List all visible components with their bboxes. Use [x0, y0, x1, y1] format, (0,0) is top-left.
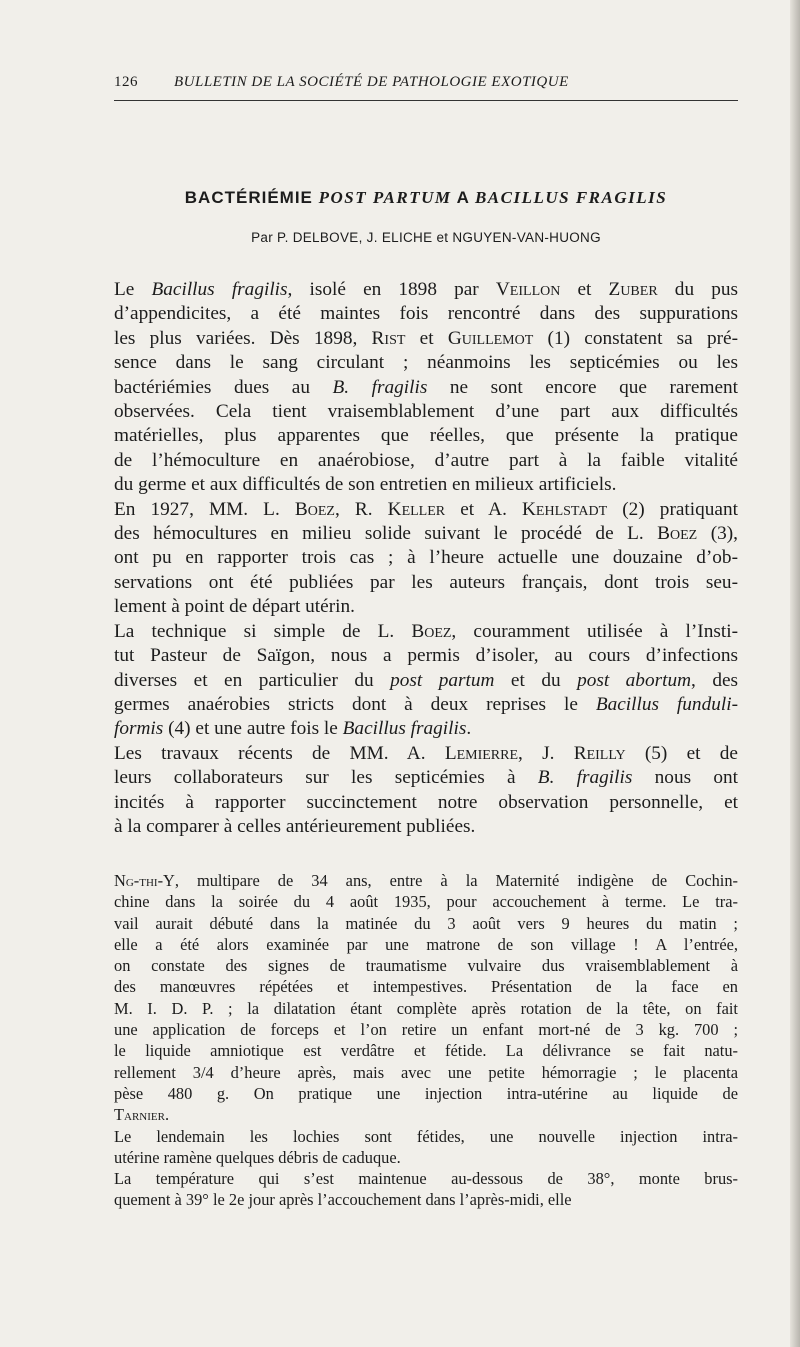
- italic-term: Bacillus fragilis: [151, 279, 288, 300]
- text-run: incités à rapporter succinctement notre observation personnelle, et: [114, 791, 738, 813]
- text-line: [114, 376, 738, 400]
- text-run: (4) et une autre fois le: [163, 718, 343, 740]
- text-line: [114, 278, 738, 302]
- text-line: [114, 870, 738, 891]
- text-run: chine dans la soirée du 4 août 1935, pour accouchement à terme. Le tra-: [114, 892, 738, 912]
- author-name: Veillon: [495, 279, 561, 300]
- text-run: , des: [691, 669, 739, 691]
- text-run: Le lendemain les lochies sont fétides, une nouvelle injection intra-: [114, 1126, 738, 1146]
- page-edge-shadow: [790, 0, 800, 1347]
- italic-term: B. fragilis: [537, 767, 633, 789]
- text-run: et du: [494, 669, 578, 691]
- journal-title: BULLETIN DE LA SOCIÉTÉ DE PATHOLOGIE EXOTIQUE: [174, 74, 569, 90]
- text-run: germes anaérobies stricts dont à deux reprises le: [114, 693, 596, 715]
- text-run: du pus: [657, 279, 739, 300]
- text-run: et: [405, 327, 448, 349]
- text-line: [114, 976, 738, 997]
- italic-term: post abortum: [577, 669, 692, 691]
- text-run: les plus variées. Dès 1898,: [114, 327, 372, 349]
- text-run: , couramment utilisée à l’Insti-: [451, 620, 738, 642]
- text-run: Le: [114, 279, 152, 300]
- text-run: on constate des signes de traumatisme vulvaire dus vraisemblablement à: [114, 956, 738, 976]
- text-line: [114, 998, 738, 1019]
- text-run: et A.: [445, 498, 522, 520]
- text-run: Les travaux récents de MM. A.: [114, 742, 445, 764]
- author-name: Boez: [657, 523, 698, 545]
- italic-term: Bacillus funduli-: [595, 693, 738, 715]
- italic-term: post partum: [390, 669, 495, 691]
- text-line: [114, 955, 738, 976]
- text-line: [114, 1104, 738, 1125]
- text-line: [114, 1168, 738, 1189]
- text-run: lement à point de départ utérin.: [114, 596, 355, 618]
- text-line: [114, 913, 738, 934]
- italic-term: B. fragilis: [332, 376, 428, 398]
- text-line: [114, 400, 738, 424]
- title-middle: A: [456, 188, 470, 207]
- text-run: servations ont été publiées par les auteurs français, dont trois seu-: [114, 571, 738, 593]
- title-italic-post-partum: POST PARTUM: [318, 188, 452, 207]
- text-line: [114, 717, 738, 741]
- text-run: des manœuvres répétées et intempestives. Présentation de la face en: [114, 977, 738, 997]
- text-line: [114, 1126, 738, 1147]
- text-run: d’appendicites, a été maintes fois rencontré dans des suppurations: [114, 303, 738, 325]
- text-run: vail aurait débuté dans la matinée du 3 août vers 9 heures du matin ;: [114, 913, 738, 933]
- title-prefix: BACTÉRIÉMIE: [184, 188, 313, 207]
- italic-term: Bacillus fragilis: [342, 718, 467, 740]
- author-name: Boez: [294, 498, 335, 520]
- text-run: elle a été alors examinée par une matrone de son village ! A l’entrée,: [114, 934, 738, 954]
- text-run: utérine ramène quelques débris de caduque.: [114, 1147, 401, 1167]
- text-run: à la comparer à celles antérieurement publiées.: [114, 815, 476, 837]
- author-name: Guillemot: [447, 327, 534, 349]
- text-line: [114, 1083, 738, 1104]
- text-run: bactériémies dues au: [114, 376, 333, 398]
- text-run: M. I. D. P. ; la dilatation étant complète après rotation de la tête, on fait: [114, 998, 738, 1018]
- text-run: tut Pasteur de Saïgon, nous a permis d’isoler, au cours d’infections: [114, 645, 738, 667]
- page-number: 126: [114, 74, 138, 90]
- text-run: La technique si simple de L.: [114, 620, 412, 642]
- text-run: et: [560, 279, 609, 300]
- case-observation-text: [114, 870, 738, 1211]
- text-line: [114, 351, 738, 375]
- text-line: [114, 546, 738, 570]
- text-run: quement à 39° le 2e jour après l’accouchement dans l’après-midi, elle: [114, 1190, 572, 1210]
- running-head: [114, 70, 738, 96]
- text-run: ne sont encore que rarement: [427, 376, 738, 398]
- introduction-text: [114, 278, 738, 839]
- text-line: [114, 644, 738, 668]
- text-line: [114, 1189, 738, 1210]
- text-run: .: [466, 718, 472, 740]
- text-line: [114, 742, 738, 766]
- text-run: ont pu en rapporter trois cas ; à l’heure actuelle une douzaine d’ob-: [114, 547, 738, 569]
- text-run: .: [164, 1105, 170, 1125]
- author-name: Tarnier: [114, 1105, 165, 1125]
- text-run: le liquide amniotique est verdâtre et fétide. La délivrance se fait natu-: [114, 1041, 738, 1061]
- text-run: diverses et en particulier du: [114, 669, 391, 691]
- author-name: Kehlstadt: [522, 498, 608, 520]
- author-name: Boez: [411, 620, 452, 642]
- text-line: [114, 934, 738, 955]
- text-run: (3),: [697, 523, 738, 545]
- text-run: une application de forceps et l’on retire un enfant mort-né de 3 kg. 700 ;: [114, 1020, 738, 1040]
- header-rule: [114, 100, 738, 101]
- text-line: [114, 791, 738, 815]
- text-run: des hémocultures en milieu solide suivant le procédé de L.: [114, 523, 658, 545]
- text-run: , isolé en 1898 par: [287, 279, 496, 300]
- text-line: [114, 891, 738, 912]
- text-run: sence dans le sang circulant ; néanmoins les septicémies ou les: [114, 352, 738, 374]
- text-line: [114, 571, 738, 595]
- author-name: Ng-thi-Y: [114, 871, 175, 890]
- text-run: (2) pratiquant: [607, 498, 738, 520]
- author-name: Rist: [371, 327, 406, 349]
- text-line: [114, 327, 738, 351]
- text-line: [114, 669, 738, 693]
- text-line: [114, 473, 738, 497]
- text-run: du germe et aux difficultés de son entretien en milieux artificiels.: [114, 474, 617, 496]
- text-run: La température qui s’est maintenue au-dessous de 38°, monte brus-: [114, 1169, 738, 1189]
- text-run: rellement 3/4 d’heure après, mais avec une petite hémorragie ; le placenta: [114, 1062, 738, 1082]
- text-run: matérielles, plus apparentes que réelles, que présente la pratique: [114, 425, 738, 447]
- text-line: [114, 1040, 738, 1061]
- text-line: [114, 595, 738, 619]
- text-line: [114, 815, 738, 839]
- text-line: [114, 449, 738, 473]
- author-name: Keller: [387, 498, 446, 520]
- text-run: de l’hémoculture en anaérobiose, d’autre part à la faible vitalité: [114, 449, 738, 471]
- text-line: [114, 498, 738, 522]
- text-line: [114, 766, 738, 790]
- text-run: pèse 480 g. On pratique une injection intra-utérine au liquide de: [114, 1083, 738, 1103]
- text-line: [114, 1062, 738, 1083]
- text-run: nous ont: [632, 767, 738, 789]
- text-run: , J.: [518, 742, 574, 764]
- text-run: En 1927, MM. L.: [114, 498, 295, 520]
- article-authors: Par P. DELBOVE, J. ELICHE et NGUYEN-VAN-HUONG: [251, 230, 601, 245]
- text-run: observées. Cela tient vraisemblablement d’une part aux difficultés: [114, 401, 738, 423]
- text-run: , R.: [334, 498, 388, 520]
- text-line: [114, 424, 738, 448]
- text-run: (1) constatent sa pré-: [533, 327, 739, 349]
- text-line: [114, 693, 738, 717]
- text-line: [114, 620, 738, 644]
- text-line: [114, 522, 738, 546]
- article-title: [114, 188, 738, 208]
- text-run: (5) et de: [625, 742, 738, 764]
- text-line: [114, 302, 738, 326]
- text-line: [114, 1019, 738, 1040]
- text-run: , multipare de 34 ans, entre à la Maternité indigène de Cochin-: [174, 871, 738, 890]
- text-run: leurs collaborateurs sur les septicémies à: [114, 767, 538, 789]
- title-italic-bacillus: BACILLUS FRAGILIS: [474, 188, 668, 207]
- author-name: Lemierre: [444, 742, 519, 764]
- author-name: Reilly: [573, 742, 626, 764]
- text-line: [114, 1147, 738, 1168]
- italic-term: formis: [114, 718, 164, 740]
- author-name: Zuber: [608, 279, 658, 300]
